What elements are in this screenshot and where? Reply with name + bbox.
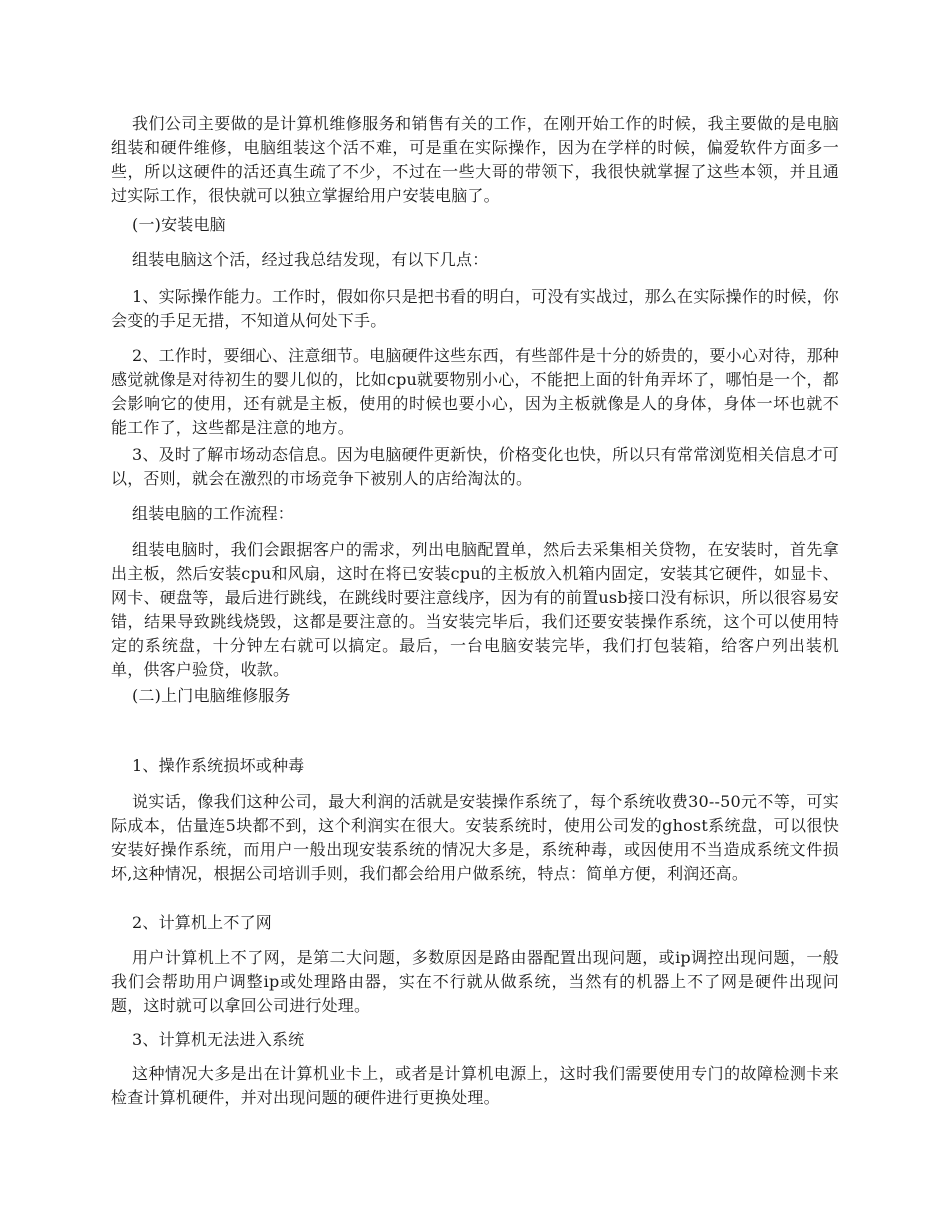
repair-item-3-heading: 3、计算机无法进入系统: [132, 1030, 305, 1049]
repair-item-2-paragraph: 用户计算机上不了网，是第二大问题，多数原因是路由器配置出现问题，或ip调控出现问题，一般我们会帮助用户调整ip或处理路由器，实在不行就从做系统，当然有的机器上不了网是硬件出现问题，这时就可以拿回公司进行处理。: [111, 948, 839, 1015]
point-3-paragraph: 3、及时了解市场动态信息。因为电脑硬件更新快，价格变化也快，所以只有常常浏览相关信息才可以，否则，就会在激烈的市场竞争下被别人的店给淘汰的。: [111, 445, 839, 488]
section-heading-repair: (二)上门电脑维修服务: [132, 686, 291, 705]
repair-item-1-heading: 1、操作系统损坏或种毒: [132, 756, 305, 775]
workflow-paragraph: 组装电脑时，我们会跟据客户的需求，列出电脑配置单，然后去采集相关贷物，在安装时，首先拿出主板，然后安装cpu和风扇，这时在将已安装cpu的主板放入机箱内固定，安装其它硬件，如显卡、网卡、硬盘等，最后进行跳线，在跳线时要注意线序，因为有的前置usb接口没有标识，所以很容易安错，结果导致跳线烧毁，这都是要注意的。当安装完毕后，我们还要安装操作系统，这个可以使用特定的系统盘，十分钟左右就可以搞定。最后，一台电脑安装完毕，我们打包装箱，给客户列出装机单，供客户验贷，收款。: [111, 540, 839, 679]
section-heading-install: (一)安装电脑: [132, 215, 226, 234]
point-1-paragraph: 1、实际操作能力。工作时，假如你只是把书看的明白，可没有实战过，那么在实际操作的时候，你会变的手足无措，不知道从何处下手。: [111, 287, 839, 330]
workflow-heading: 组装电脑的工作流程：: [132, 504, 295, 523]
intro-paragraph: 我们公司主要做的是计算机维修服务和销售有关的工作，在刚开始工作的时候，我主要做的是电脑组装和硬件维修，电脑组装这个活不难，可是重在实际操作，因为在学样的时候，偏爱软件方面多一些，所以这硬件的活还真生疏了不少，不过在一些大哥的带领下，我很快就掌握了这些本领，并且通过实际工作，很快就可以独立掌握给用户安装电脑了。: [111, 114, 839, 205]
repair-item-1-paragraph: 说实话，像我们这种公司，最大利润的活就是安装操作系统了，每个系统收费30--50元不等，可实际成本，估量连5块都不到，这个利润实在很大。安装系统时，使用公司发的ghost系统盘，可以很快安装好操作系统，而用户一般出现安装系统的情况大多是，系统种毒，或因使用不当造成系统文件损坏,这种情况，根据公司培训手则，我们都会给用户做系统，特点：简单方便，利润还高。: [111, 792, 839, 883]
point-2-paragraph: 2、工作时，要细心、注意细节。电脑硬件这些东西，有些部件是十分的娇贵的，要小心对待，那种感觉就像是对待初生的婴儿似的，比如cpu就要物别小心，不能把上面的针角弄坏了，哪怕是一个，都会影响它的使用，还有就是主板，使用的时候也要小心，因为主板就像是人的身体，身体一坏也就不能工作了，这些都是注意的地方。: [111, 346, 839, 437]
summary-paragraph: 组装电脑这个活，经过我总结发现，有以下几点：: [132, 250, 489, 269]
repair-item-3-paragraph: 这种情况大多是出在计算机业卡上，或者是计算机电源上，这时我们需要使用专门的故障检测卡来检查计算机硬件，并对出现问题的硬件进行更换处理。: [111, 1064, 839, 1107]
repair-item-2-heading: 2、计算机上不了网: [132, 913, 272, 932]
